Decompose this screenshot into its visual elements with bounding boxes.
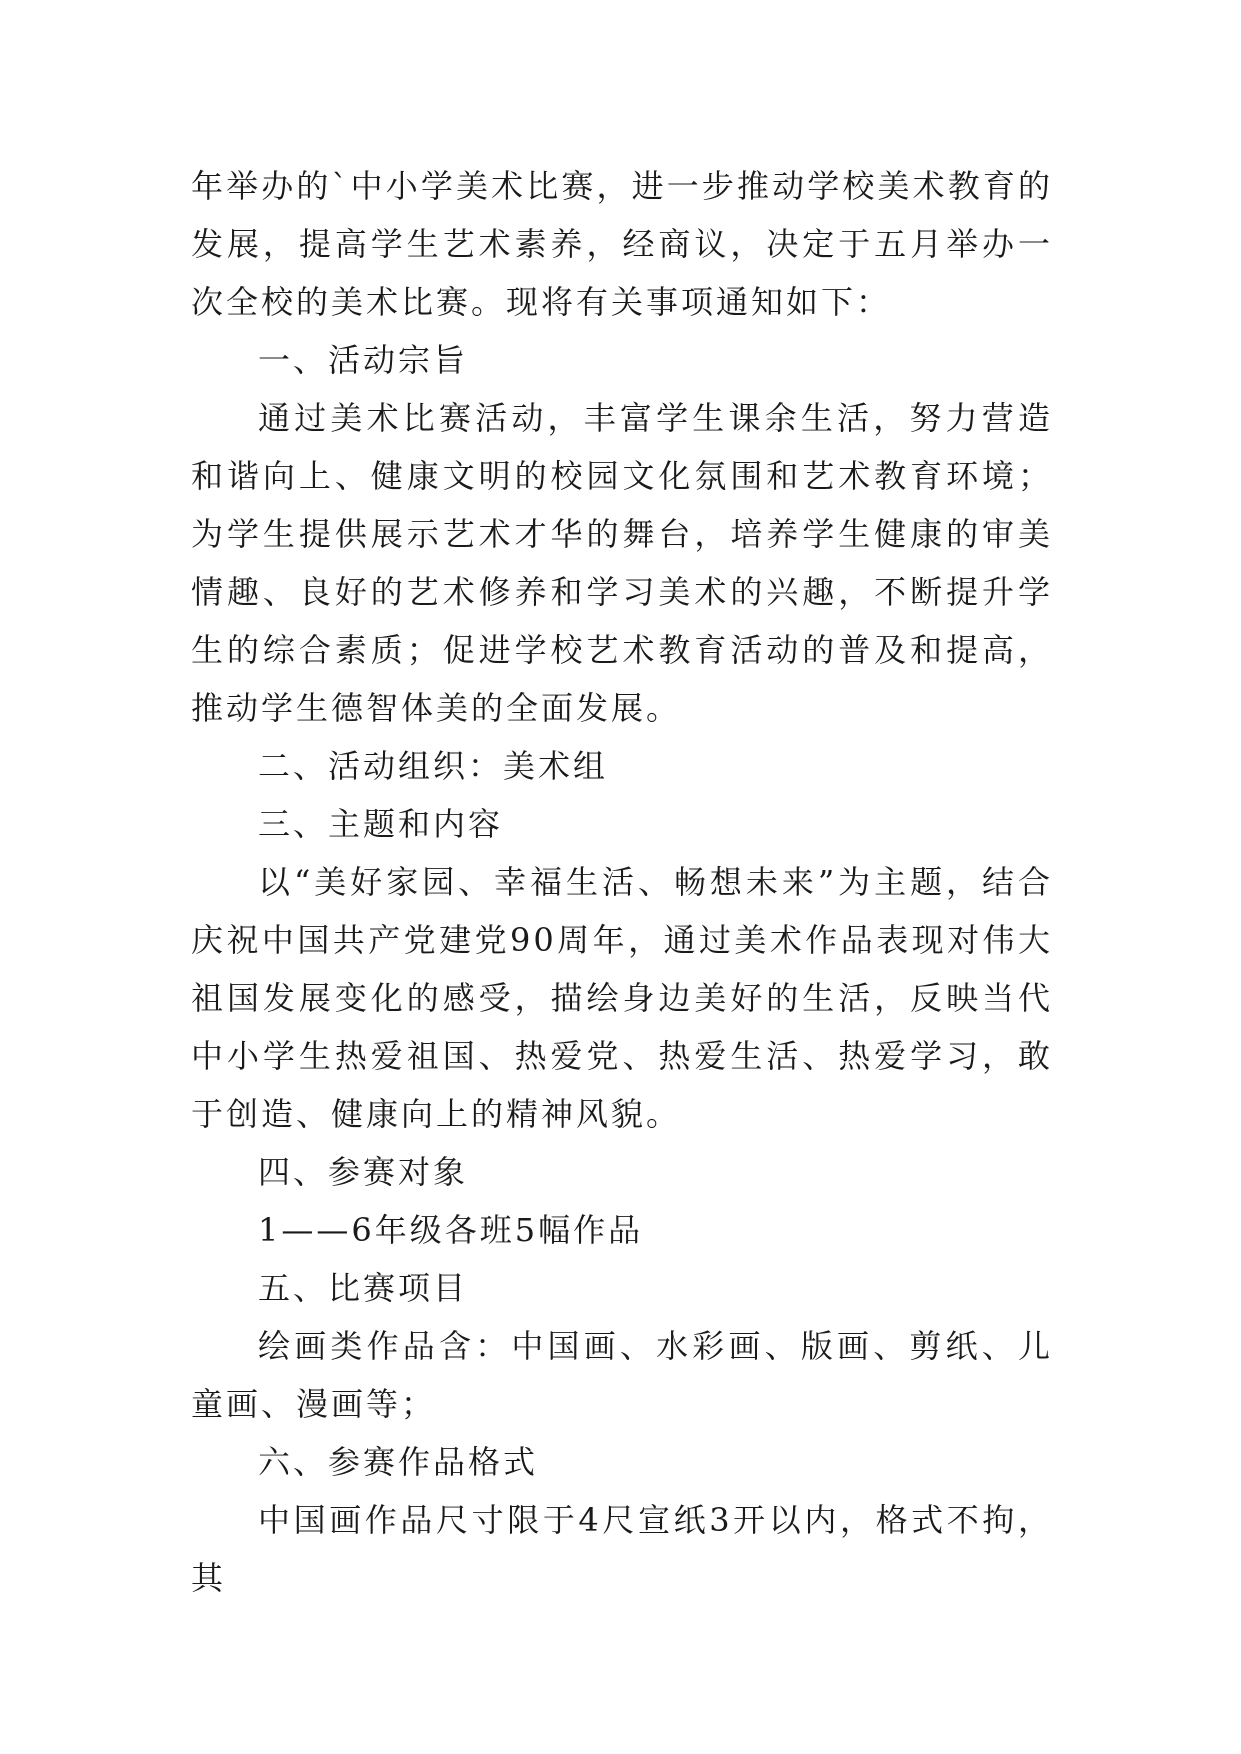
format-paragraph: 中国画作品尺寸限于4尺宣纸3开以内，格式不拘，其: [191, 1501, 1053, 1597]
section-heading-format: 六、参赛作品格式: [258, 1443, 539, 1481]
participants-paragraph: 1——6年级各班5幅作品: [258, 1211, 644, 1249]
section-heading-organization: 二、活动组织：美术组: [258, 747, 609, 785]
categories-paragraph: 绘画类作品含：中国画、水彩画、版画、剪纸、儿童画、漫画等；: [191, 1327, 1053, 1423]
section-heading-participants: 四、参赛对象: [258, 1153, 469, 1191]
document-body: [191, 157, 1053, 1607]
section-heading-theme: 三、主题和内容: [258, 805, 504, 843]
purpose-paragraph: 通过美术比赛活动，丰富学生课余生活，努力营造和谐向上、健康文明的校园文化氛围和艺术教育环境；为学生提供展示艺术才华的舞台，培养学生健康的审美情趣、良好的艺术修养和学习美术的兴趣，不断提升学生的综合素质；促进学校艺术教育活动的普及和提高，推动学生德智体美的全面发展。: [191, 399, 1053, 727]
section-heading-purpose: 一、活动宗旨: [258, 341, 469, 379]
theme-paragraph: 以“美好家园、幸福生活、畅想未来”为主题，结合庆祝中国共产党建党90周年，通过美术作品表现对伟大祖国发展变化的感受，描绘身边美好的生活，反映当代中小学生热爱祖国、热爱党、热爱生活、热爱学习，敢于创造、健康向上的精神风貌。: [191, 863, 1053, 1133]
section-heading-categories: 五、比赛项目: [258, 1269, 469, 1307]
intro-paragraph: 年举办的`中小学美术比赛，进一步推动学校美术教育的发展，提高学生艺术素养，经商议，决定于五月举办一次全校的美术比赛。现将有关事项通知如下：: [191, 167, 1053, 321]
